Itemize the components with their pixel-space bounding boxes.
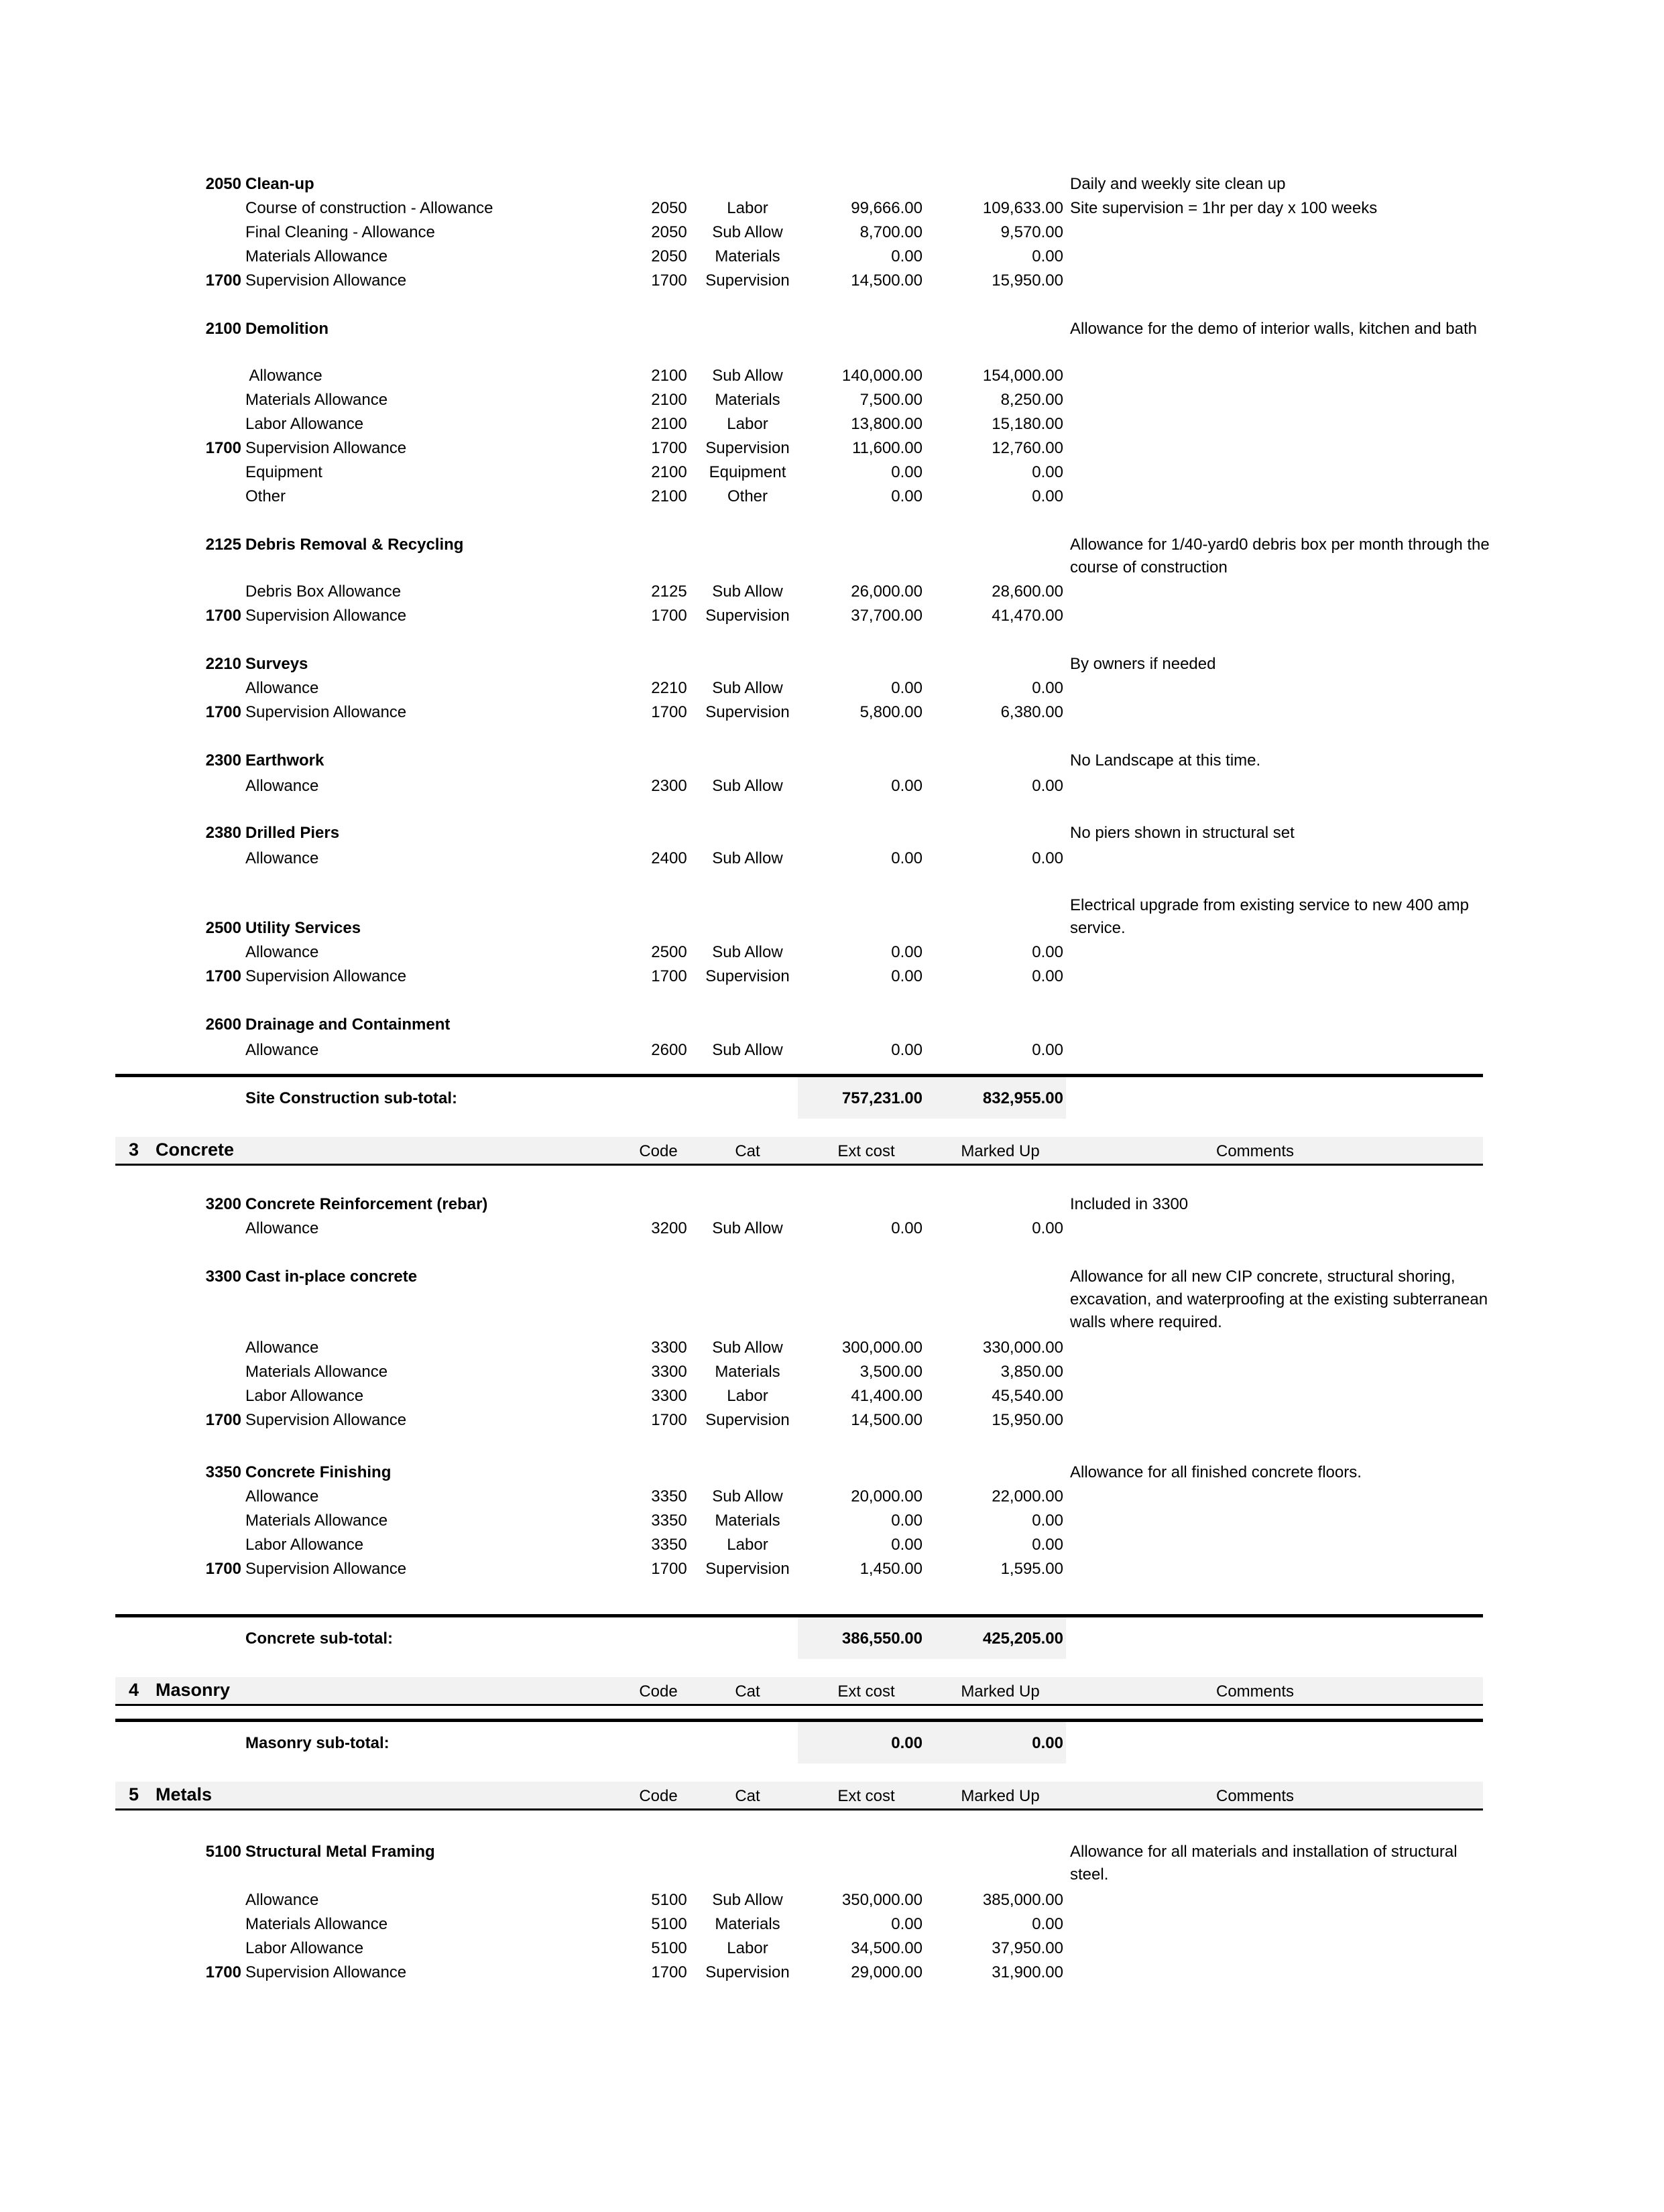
- line-description: Supervision Allowance: [245, 271, 407, 290]
- ext-cost: 0.00: [891, 1041, 923, 1059]
- line-item: [0, 389, 1664, 412]
- line-category: Sub Allow: [712, 1487, 783, 1506]
- line-item: [0, 1409, 1664, 1432]
- header-comments: Comments: [1215, 1787, 1295, 1805]
- line-description: Materials Allowance: [245, 247, 388, 265]
- section-title: Cast in-place concrete: [245, 1268, 418, 1286]
- line-code: 3350: [651, 1487, 687, 1506]
- line-category: Supervision: [705, 703, 790, 721]
- line-item: [0, 1217, 1664, 1240]
- section-title: Drilled Piers: [245, 824, 340, 842]
- line-item: [0, 1913, 1664, 1936]
- line-code: 1700: [651, 1411, 687, 1429]
- line-category: Supervision: [705, 1560, 790, 1578]
- section-code: 2600: [205, 1016, 241, 1034]
- line-code: 2210: [651, 679, 687, 697]
- line-category: Sub Allow: [712, 943, 783, 961]
- line-item: [0, 1039, 1664, 1062]
- line-description: Labor Allowance: [245, 1939, 364, 1957]
- line-description: Materials Allowance: [245, 1915, 388, 1933]
- line-category: Materials: [715, 247, 780, 265]
- section-code: 3350: [205, 1463, 241, 1481]
- header-ext-cost: Ext cost: [837, 1142, 895, 1160]
- line-category: Sub Allow: [712, 1339, 783, 1357]
- line-item: [0, 1485, 1664, 1508]
- marked-up: 8,250.00: [1000, 391, 1063, 409]
- line-description: Materials Allowance: [245, 1512, 388, 1530]
- line-description: Supervision Allowance: [245, 1411, 407, 1429]
- section-title: Earthwork: [245, 751, 324, 770]
- line-description: Final Cleaning - Allowance: [245, 223, 435, 241]
- line-item: [0, 775, 1664, 798]
- line-code: 2100: [651, 415, 687, 433]
- line-category: Materials: [715, 1363, 780, 1381]
- line-item: [0, 461, 1664, 484]
- line-description: Allowance: [245, 679, 319, 697]
- header-code: Code: [639, 1142, 678, 1160]
- line-code: 2100: [651, 487, 687, 505]
- ext-cost: 350,000.00: [841, 1891, 923, 1909]
- line-description: Allowance: [245, 777, 319, 795]
- ext-cost: 0.00: [891, 247, 923, 265]
- ext-cost: 0.00: [891, 967, 923, 985]
- ext-cost: 3,500.00: [859, 1363, 923, 1381]
- header-cat: Cat: [735, 1682, 760, 1701]
- header-marked-up: Marked Up: [961, 1682, 1040, 1701]
- line-description: Allowance: [245, 1339, 319, 1357]
- subtotal-marked: 425,205.00: [982, 1630, 1063, 1648]
- header-comments: Comments: [1215, 1142, 1295, 1160]
- line-code: 1700: [651, 439, 687, 457]
- marked-up: 0.00: [1032, 1536, 1063, 1554]
- section-title: Structural Metal Framing: [245, 1843, 435, 1861]
- section-code: 5100: [205, 1843, 241, 1861]
- line-item: [0, 847, 1664, 870]
- line-item: [0, 1385, 1664, 1408]
- marked-up: 0.00: [1032, 1041, 1063, 1059]
- section-header: [0, 1013, 1664, 1036]
- line-category: Sub Allow: [712, 679, 783, 697]
- line-item: [0, 437, 1664, 460]
- line-description: Materials Allowance: [245, 391, 388, 409]
- line-description: Labor Allowance: [245, 1536, 364, 1554]
- line-code: 3200: [651, 1219, 687, 1237]
- line-item: [0, 580, 1664, 603]
- supervision-code: 1700: [205, 439, 241, 457]
- line-category: Labor: [727, 1939, 768, 1957]
- line-category: Other: [727, 487, 768, 505]
- line-category: Labor: [727, 1387, 768, 1405]
- line-category: Sub Allow: [712, 1041, 783, 1059]
- marked-up: 0.00: [1032, 849, 1063, 867]
- line-category: Supervision: [705, 967, 790, 985]
- line-code: 2050: [651, 199, 687, 217]
- line-category: Sub Allow: [712, 777, 783, 795]
- subtotal-marked: 832,955.00: [982, 1089, 1063, 1107]
- section-note: No piers shown in structural set: [1070, 824, 1295, 842]
- marked-up: 0.00: [1032, 487, 1063, 505]
- line-description: Labor Allowance: [245, 415, 364, 433]
- marked-up: 45,540.00: [992, 1387, 1063, 1405]
- line-category: Supervision: [705, 439, 790, 457]
- ext-cost: 14,500.00: [851, 1411, 923, 1429]
- line-description: Allowance: [245, 1487, 319, 1506]
- division-underline: [115, 1164, 1483, 1166]
- line-category: Supervision: [705, 271, 790, 290]
- section-code: 3300: [205, 1268, 241, 1286]
- line-category: Labor: [727, 199, 768, 217]
- section-title: Concrete Finishing: [245, 1463, 392, 1481]
- marked-up: 0.00: [1032, 1915, 1063, 1933]
- marked-up: 154,000.00: [982, 367, 1063, 385]
- line-code: 2100: [651, 367, 687, 385]
- header-comments: Comments: [1215, 1682, 1295, 1701]
- line-description: Equipment: [245, 463, 322, 481]
- ext-cost: 11,600.00: [852, 439, 923, 457]
- line-item: [0, 485, 1664, 508]
- line-code: 1700: [651, 607, 687, 625]
- ext-cost: 0.00: [891, 1915, 923, 1933]
- line-item: [0, 1937, 1664, 1960]
- line-item: [0, 701, 1664, 724]
- line-description: Supervision Allowance: [245, 703, 407, 721]
- line-code: 3300: [651, 1339, 687, 1357]
- supervision-code: 1700: [205, 1963, 241, 1981]
- line-category: Supervision: [705, 1963, 790, 1981]
- ext-cost: 29,000.00: [851, 1963, 923, 1981]
- ext-cost: 7,500.00: [859, 391, 923, 409]
- line-item: [0, 941, 1664, 964]
- line-code: 2600: [651, 1041, 687, 1059]
- marked-up: 0.00: [1032, 1512, 1063, 1530]
- line-description: Allowance: [245, 1041, 319, 1059]
- line-category: Supervision: [705, 1411, 790, 1429]
- division-number: 5: [129, 1784, 139, 1804]
- line-category: Sub Allow: [712, 223, 783, 241]
- line-category: Sub Allow: [712, 367, 783, 385]
- marked-up: 109,633.00: [982, 199, 1063, 217]
- marked-up: 28,600.00: [992, 582, 1063, 601]
- marked-up: 3,850.00: [1000, 1363, 1063, 1381]
- marked-up: 37,950.00: [992, 1939, 1063, 1957]
- marked-up: 15,950.00: [992, 1411, 1063, 1429]
- line-code: 2100: [651, 391, 687, 409]
- line-item: [0, 197, 1664, 220]
- subtotal-label: Masonry sub-total:: [245, 1734, 390, 1752]
- line-code: 1700: [651, 1560, 687, 1578]
- line-category: Materials: [715, 391, 780, 409]
- line-item: [0, 1889, 1664, 1912]
- ext-cost: 26,000.00: [851, 582, 923, 601]
- section-code: 2125: [205, 536, 241, 554]
- line-description: Materials Allowance: [245, 1363, 388, 1381]
- marked-up: 9,570.00: [1000, 223, 1063, 241]
- section-note: Allowance for the demo of interior walls, kitchen and bath: [1070, 320, 1477, 338]
- subtotal-ext: 757,231.00: [841, 1089, 923, 1107]
- ext-cost: 300,000.00: [841, 1339, 923, 1357]
- line-category: Labor: [727, 1536, 768, 1554]
- line-description: Allowance: [245, 367, 322, 385]
- line-code: 5100: [651, 1891, 687, 1909]
- line-description: Supervision Allowance: [245, 967, 407, 985]
- supervision-code: 1700: [205, 271, 241, 290]
- marked-up: 1,595.00: [1000, 1560, 1063, 1578]
- line-code: 1700: [651, 1963, 687, 1981]
- section-note: Allowance for all finished concrete floors.: [1070, 1463, 1362, 1481]
- supervision-code: 1700: [205, 1411, 241, 1429]
- header-cat: Cat: [735, 1142, 760, 1160]
- ext-cost: 8,700.00: [859, 223, 923, 241]
- section-note: Included in 3300: [1070, 1195, 1189, 1213]
- marked-up: 41,470.00: [992, 607, 1063, 625]
- ext-cost: 0.00: [891, 1536, 923, 1554]
- line-category: Materials: [715, 1915, 780, 1933]
- section-title: Debris Removal & Recycling: [245, 536, 464, 554]
- header-marked-up: Marked Up: [961, 1787, 1040, 1805]
- line-category: Supervision: [705, 607, 790, 625]
- marked-up: 385,000.00: [982, 1891, 1063, 1909]
- ext-cost: 0.00: [891, 777, 923, 795]
- line-description: Allowance: [245, 1219, 319, 1237]
- subtotal-row: [0, 1732, 1664, 1755]
- header-cat: Cat: [735, 1787, 760, 1805]
- ext-cost: 0.00: [891, 487, 923, 505]
- line-item: [0, 269, 1664, 292]
- section-title: Utility Services: [245, 919, 361, 937]
- line-item: [0, 1534, 1664, 1556]
- subtotal-label: Concrete sub-total:: [245, 1630, 394, 1648]
- subtotal-row: [0, 1627, 1664, 1650]
- line-category: Sub Allow: [712, 1891, 783, 1909]
- supervision-code: 1700: [205, 967, 241, 985]
- marked-up: 15,950.00: [992, 271, 1063, 290]
- line-category: Equipment: [709, 463, 786, 481]
- division-header: [115, 1782, 1483, 1808]
- ext-cost: 5,800.00: [859, 703, 923, 721]
- subtotal-label: Site Construction sub-total:: [245, 1089, 457, 1107]
- line-code: 2300: [651, 777, 687, 795]
- section-code: 2300: [205, 751, 241, 770]
- line-code: 5100: [651, 1939, 687, 1957]
- ext-cost: 0.00: [891, 679, 923, 697]
- line-item: [0, 965, 1664, 988]
- ext-cost: 0.00: [891, 849, 923, 867]
- line-item: [0, 1510, 1664, 1532]
- supervision-code: 1700: [205, 607, 241, 625]
- ext-cost: 0.00: [891, 463, 923, 481]
- marked-up: 0.00: [1032, 247, 1063, 265]
- subtotal-marked: 0.00: [1032, 1734, 1063, 1752]
- marked-up: 0.00: [1032, 943, 1063, 961]
- ext-cost: 34,500.00: [851, 1939, 923, 1957]
- line-code: 5100: [651, 1915, 687, 1933]
- section-note: No Landscape at this time.: [1070, 751, 1261, 770]
- line-code: 3350: [651, 1512, 687, 1530]
- line-item: [0, 1337, 1664, 1359]
- header-code: Code: [639, 1787, 678, 1805]
- section-note: Allowance for 1/40-yard0 debris box per month through the course of construction: [1070, 536, 1490, 576]
- subtotal-ext: 0.00: [891, 1734, 923, 1752]
- section-title: Drainage and Containment: [245, 1016, 451, 1034]
- marked-up: 22,000.00: [992, 1487, 1063, 1506]
- section-title: Demolition: [245, 320, 329, 338]
- section-note: Allowance for all new CIP concrete, structural shoring, excavation, and waterproofing at the existing subterranean walls where required.: [1070, 1268, 1488, 1331]
- line-code: 2400: [651, 849, 687, 867]
- header-marked-up: Marked Up: [961, 1142, 1040, 1160]
- line-comment: Site supervision = 1hr per day x 100 weeks: [1070, 199, 1378, 217]
- division-underline: [115, 1704, 1483, 1706]
- marked-up: 330,000.00: [982, 1339, 1063, 1357]
- division-number: 4: [129, 1680, 139, 1700]
- line-description: Course of construction - Allowance: [245, 199, 493, 217]
- marked-up: 0.00: [1032, 463, 1063, 481]
- section-note: Daily and weekly site clean up: [1070, 175, 1286, 193]
- line-description: Labor Allowance: [245, 1387, 364, 1405]
- marked-up: 0.00: [1032, 679, 1063, 697]
- line-code: 3350: [651, 1536, 687, 1554]
- division-header: [115, 1137, 1483, 1164]
- line-code: 2500: [651, 943, 687, 961]
- section-title: Clean-up: [245, 175, 314, 193]
- marked-up: 6,380.00: [1000, 703, 1063, 721]
- ext-cost: 0.00: [891, 943, 923, 961]
- line-item: [0, 1558, 1664, 1581]
- subtotal-row: [0, 1087, 1664, 1110]
- line-description: Allowance: [245, 943, 319, 961]
- marked-up: 0.00: [1032, 1219, 1063, 1237]
- line-description: Supervision Allowance: [245, 1963, 407, 1981]
- ext-cost: 37,700.00: [851, 607, 923, 625]
- line-category: Sub Allow: [712, 849, 783, 867]
- line-code: 3300: [651, 1363, 687, 1381]
- line-code: 2050: [651, 247, 687, 265]
- division-underline: [115, 1808, 1483, 1810]
- line-description: Other: [245, 487, 286, 505]
- section-note: Electrical upgrade from existing service to new 400 amp service.: [1070, 896, 1469, 937]
- line-code: 3300: [651, 1387, 687, 1405]
- ext-cost: 13,800.00: [851, 415, 923, 433]
- supervision-code: 1700: [205, 1560, 241, 1578]
- line-code: 2125: [651, 582, 687, 601]
- line-description: Supervision Allowance: [245, 439, 407, 457]
- section-code: 2380: [205, 824, 241, 842]
- header-ext-cost: Ext cost: [837, 1787, 895, 1805]
- line-description: Allowance: [245, 1891, 319, 1909]
- line-code: 1700: [651, 703, 687, 721]
- section-title: Concrete Reinforcement (rebar): [245, 1195, 488, 1213]
- line-category: Sub Allow: [712, 1219, 783, 1237]
- marked-up: 15,180.00: [992, 415, 1063, 433]
- section-code: 2500: [205, 919, 241, 937]
- section-note: By owners if needed: [1070, 655, 1216, 673]
- header-ext-cost: Ext cost: [837, 1682, 895, 1701]
- ext-cost: 0.00: [891, 1512, 923, 1530]
- section-code: 2050: [205, 175, 241, 193]
- line-item: [0, 245, 1664, 268]
- header-code: Code: [639, 1682, 678, 1701]
- line-item: [0, 1361, 1664, 1384]
- line-code: 2100: [651, 463, 687, 481]
- line-category: Sub Allow: [712, 582, 783, 601]
- ext-cost: 20,000.00: [851, 1487, 923, 1506]
- line-description: Allowance: [245, 849, 319, 867]
- ext-cost: 140,000.00: [841, 367, 923, 385]
- line-item: [0, 413, 1664, 436]
- marked-up: 0.00: [1032, 967, 1063, 985]
- section-note: Allowance for all materials and installation of structural steel.: [1070, 1843, 1458, 1884]
- division-name: Concrete: [156, 1140, 235, 1160]
- marked-up: 0.00: [1032, 777, 1063, 795]
- line-category: Labor: [727, 415, 768, 433]
- ext-cost: 14,500.00: [851, 271, 923, 290]
- section-code: 3200: [205, 1195, 241, 1213]
- ext-cost: 1,450.00: [859, 1560, 923, 1578]
- line-code: 1700: [651, 271, 687, 290]
- section-title: Surveys: [245, 655, 308, 673]
- section-code: 2100: [205, 320, 241, 338]
- line-description: Supervision Allowance: [245, 607, 407, 625]
- subtotal-ext: 386,550.00: [841, 1630, 923, 1648]
- line-category: Materials: [715, 1512, 780, 1530]
- ext-cost: 0.00: [891, 1219, 923, 1237]
- marked-up: 12,760.00: [992, 439, 1063, 457]
- line-item: [0, 365, 1664, 387]
- division-number: 3: [129, 1140, 139, 1160]
- division-name: Masonry: [156, 1680, 231, 1700]
- section-code: 2210: [205, 655, 241, 673]
- division-name: Metals: [156, 1784, 213, 1804]
- line-code: 2050: [651, 223, 687, 241]
- line-code: 1700: [651, 967, 687, 985]
- marked-up: 31,900.00: [992, 1963, 1063, 1981]
- line-description: Debris Box Allowance: [245, 582, 402, 601]
- ext-cost: 41,400.00: [851, 1387, 923, 1405]
- line-description: Supervision Allowance: [245, 1560, 407, 1578]
- ext-cost: 99,666.00: [851, 199, 923, 217]
- division-header: [115, 1677, 1483, 1704]
- line-item: [0, 677, 1664, 700]
- supervision-code: 1700: [205, 703, 241, 721]
- line-item: [0, 605, 1664, 627]
- line-item: [0, 1961, 1664, 1984]
- line-item: [0, 221, 1664, 244]
